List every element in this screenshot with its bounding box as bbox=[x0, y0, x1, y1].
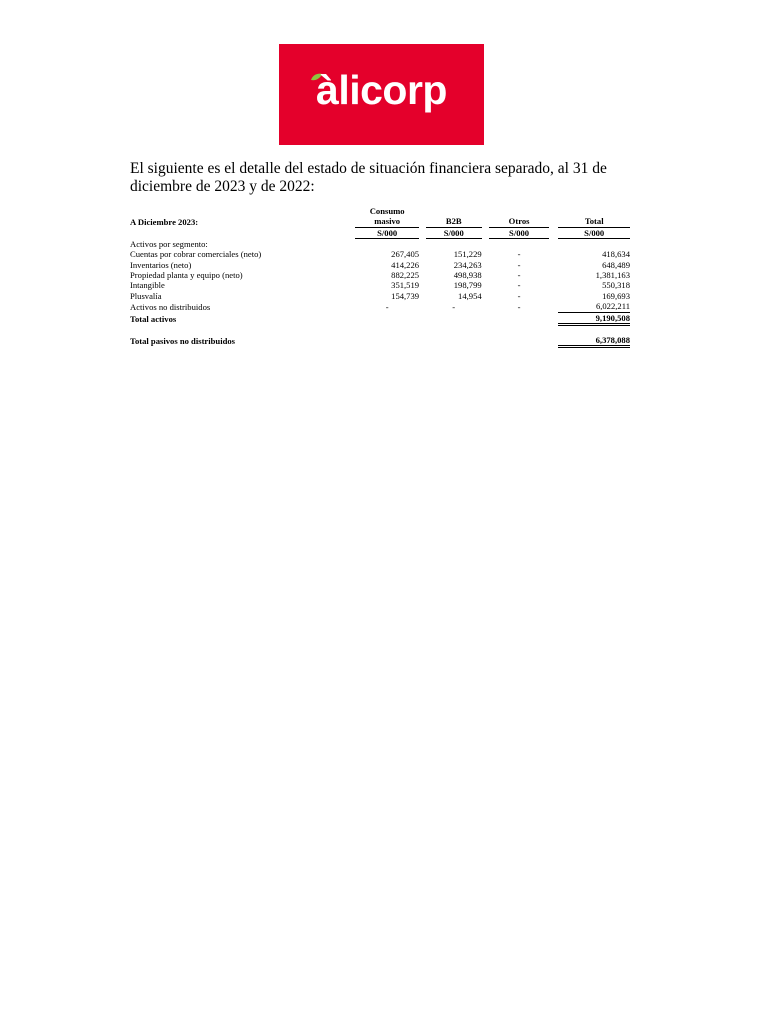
cell-consumo: 351,519 bbox=[391, 280, 420, 291]
unit-label: S/000 bbox=[558, 227, 630, 238]
cell-otros: - bbox=[517, 249, 521, 260]
header-row bbox=[130, 216, 630, 227]
column-header-consumo: Consumo bbox=[369, 206, 405, 216]
logo-wordmark: àlicorp bbox=[316, 67, 447, 113]
cell-otros: - bbox=[517, 259, 521, 270]
spacer-row bbox=[130, 324, 630, 335]
cell-b2b: - bbox=[452, 301, 456, 312]
total-liabilities-value: 6,378,088 bbox=[558, 335, 630, 347]
total-assets-row bbox=[130, 312, 630, 324]
period-label: A Diciembre 2023: bbox=[130, 216, 199, 227]
cell-consumo: 267,405 bbox=[391, 249, 420, 260]
cell-total: 169,693 bbox=[602, 290, 630, 301]
cell-b2b: 498,938 bbox=[453, 269, 482, 280]
table-row bbox=[130, 270, 630, 280]
row-label: Activos no distribuidos bbox=[130, 301, 211, 312]
table-row bbox=[130, 280, 630, 290]
cell-b2b: 234,263 bbox=[453, 259, 482, 270]
column-header-masivo: masivo bbox=[355, 216, 419, 227]
unit-row bbox=[130, 227, 630, 238]
total-assets-label: Total activos bbox=[130, 314, 177, 325]
column-header-b2b: B2B bbox=[426, 216, 482, 227]
column-header-otros: Otros bbox=[489, 216, 548, 227]
table-row bbox=[130, 260, 630, 270]
cell-consumo: 154,739 bbox=[391, 290, 420, 301]
section-label: Activos por segmento: bbox=[130, 238, 208, 249]
segment-balance-table bbox=[130, 206, 630, 348]
cell-otros: - bbox=[517, 280, 521, 291]
cell-consumo: 882,225 bbox=[391, 269, 420, 280]
unit-label: S/000 bbox=[426, 227, 482, 238]
cell-total: 550,318 bbox=[602, 280, 630, 291]
cell-otros: - bbox=[517, 269, 521, 280]
cell-total: 6,022,211 bbox=[558, 301, 630, 312]
total-assets-value: 9,190,508 bbox=[558, 312, 630, 324]
cell-b2b: 14,954 bbox=[458, 290, 482, 301]
cell-total: 648,489 bbox=[602, 259, 630, 270]
row-label: Propiedad planta y equipo (neto) bbox=[130, 269, 243, 280]
header-row-top bbox=[130, 206, 630, 216]
row-label: Intangible bbox=[130, 280, 165, 291]
cell-otros: - bbox=[517, 290, 521, 301]
cell-total: 1,381,163 bbox=[595, 269, 630, 280]
table-row bbox=[130, 291, 630, 301]
row-label: Plusvalía bbox=[130, 290, 162, 301]
intro-paragraph: El siguiente es el detalle del estado de situación financiera separado, al 31 de diciembre de 2023 y de 2022: bbox=[130, 160, 607, 195]
alicorp-logo bbox=[279, 44, 484, 145]
cell-otros: - bbox=[517, 301, 521, 312]
section-row bbox=[130, 239, 630, 249]
table-row bbox=[130, 301, 630, 312]
row-label: Inventarios (neto) bbox=[130, 259, 192, 270]
cell-b2b: 151,229 bbox=[453, 249, 482, 260]
cell-consumo: 414,226 bbox=[391, 259, 420, 270]
total-liabilities-row bbox=[130, 335, 630, 347]
table-row bbox=[130, 249, 630, 259]
column-header-total: Total bbox=[558, 216, 630, 227]
cell-consumo: - bbox=[385, 301, 389, 312]
cell-total: 418,634 bbox=[602, 249, 630, 260]
row-label: Cuentas por cobrar comerciales (neto) bbox=[130, 249, 262, 260]
cell-b2b: 198,799 bbox=[453, 280, 482, 291]
unit-label: S/000 bbox=[355, 227, 419, 238]
unit-label: S/000 bbox=[489, 227, 548, 238]
total-liabilities-label: Total pasivos no distribuidos bbox=[130, 336, 235, 347]
